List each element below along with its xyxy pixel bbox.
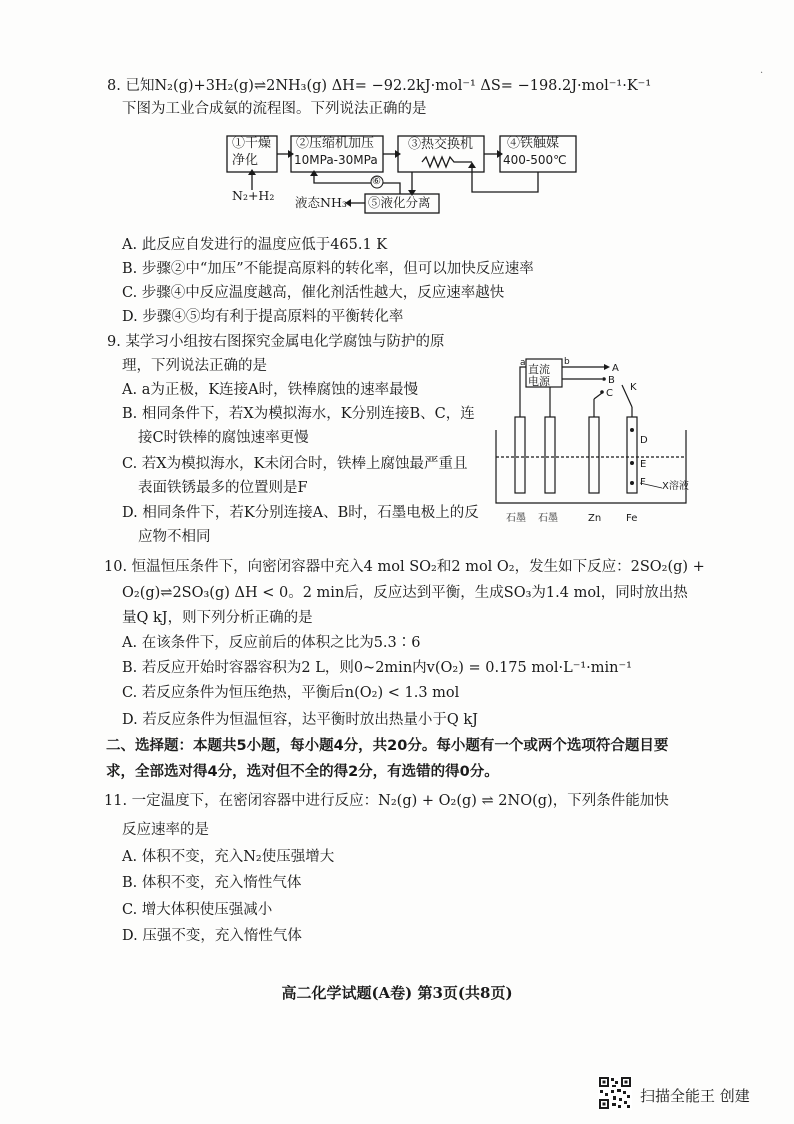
q10-option-a: A. 在该条件下，反应前后的体积之比为5.3∶6 xyxy=(122,635,421,651)
q10-stem-3: 量Q kJ，则下列分析正确的是 xyxy=(122,610,313,626)
q11-stem-2: 反应速率的是 xyxy=(122,822,209,838)
switch-point-b-label: B xyxy=(608,375,615,386)
flow-step-1-line1: ①干燥 xyxy=(232,136,272,151)
electrode-label-2: 石墨 xyxy=(538,513,558,524)
q11-option-b: B. 体积不变，充入惰性气体 xyxy=(122,875,302,891)
q9-option-c-cont: 表面铁锈最多的位置则是F xyxy=(138,480,308,496)
q9-option-d: D. 相同条件下，若K分别连接A、B时，石墨电极上的反 xyxy=(122,505,479,521)
q9-option-b: B. 相同条件下，若X为模拟海水，K分别连接B、C，连 xyxy=(122,406,475,422)
q8-option-c: C. 步骤④中反应温度越高，催化剂活性越大，反应速率越快 xyxy=(122,285,505,301)
q10-stem-2: O₂(g)⇌2SO₃(g) ΔH < 0。2 min后，反应达到平衡，生成SO₃为1.4 mol，同时放出热 xyxy=(122,585,688,601)
position-d-label: D xyxy=(640,435,648,446)
flow-output: 液态NH₃ xyxy=(295,195,347,210)
flow-step-6: ⑥ xyxy=(372,176,381,187)
section-2-heading-line1: 二、选择题：本题共5小题，每小题4分，共20分。每小题有一个或两个选项符合题目要 xyxy=(106,738,669,754)
q9-stem: 9. 某学习小组按右图探究金属电化学腐蚀与防护的原 xyxy=(107,334,445,350)
flow-step-2-line2: 10MPa-30MPa xyxy=(294,153,378,167)
q8-stem-2: 下图为工业合成氨的流程图。下列说法正确的是 xyxy=(122,101,427,117)
q8-option-b: B. 步骤②中“加压”不能提高原料的转化率，但可以加快反应速率 xyxy=(122,261,534,277)
scanner-label: 扫描全能王 创建 xyxy=(640,1087,750,1105)
q11-option-d: D. 压强不变，充入惰性气体 xyxy=(122,928,302,944)
scanner-watermark xyxy=(598,1076,773,1114)
q10-option-b: B. 若反应开始时容器容积为2 L，则0~2min内v(O₂) = 0.175 mol·L⁻¹·min⁻¹ xyxy=(122,660,632,676)
power-label-2: 电源 xyxy=(528,375,550,388)
q10-option-c: C. 若反应条件为恒压绝热，平衡后n(O₂) < 1.3 mol xyxy=(122,685,460,701)
flow-input: N₂+H₂ xyxy=(232,188,275,203)
qr-code-icon xyxy=(598,1076,632,1110)
flow-step-4-line2: 400-500℃ xyxy=(503,153,567,167)
q8-option-d: D. 步骤④⑤均有利于提高原料的平衡转化率 xyxy=(122,309,404,325)
terminal-a-label: a xyxy=(520,358,526,368)
flow-step-4-line1: ④铁触媒 xyxy=(507,136,560,151)
q10-option-d: D. 若反应条件为恒温恒容，达平衡时放出热量小于Q kJ xyxy=(122,712,478,728)
q9-option-a: A. a为正极，K连接A时，铁棒腐蚀的速率最慢 xyxy=(122,382,419,398)
q9-option-c: C. 若X为模拟海水，K未闭合时，铁棒上腐蚀最严重且 xyxy=(122,456,468,472)
q8-option-a: A. 此反应自发进行的温度应低于465.1 K xyxy=(122,237,388,253)
terminal-b-label: b xyxy=(564,357,570,367)
section-2-heading-line2: 求，全部选对得4分，选对但不全的得2分，有选错的得0分。 xyxy=(106,764,499,780)
switch-k-label: K xyxy=(630,382,637,393)
q9-option-d-cont: 应物不相同 xyxy=(138,529,211,545)
electrode-label-1: 石墨 xyxy=(506,513,526,524)
q11-option-c: C. 增大体积使压强减小 xyxy=(122,902,273,918)
page-footer: 高二化学试题(A卷) 第3页(共8页) xyxy=(281,984,513,1002)
switch-point-c-label: C xyxy=(606,388,613,399)
q9-electrochem-diagram xyxy=(490,355,710,530)
flow-step-1-line2: 净化 xyxy=(232,153,259,168)
solution-label: X溶液 xyxy=(662,481,689,492)
electrode-label-3: Zn xyxy=(588,513,602,524)
q10-stem: 10. 恒温恒压条件下，向密闭容器中充入4 mol SO₂和2 mol O₂，发生如下反应：2SO₂(g) + xyxy=(104,559,705,575)
corner-mark: · xyxy=(760,68,764,79)
q8-stem: 8. 已知N₂(g)+3H₂(g)⇌2NH₃(g) ΔH= −92.2kJ·mol⁻¹ ΔS= −198.2J·mol⁻¹·K⁻¹ xyxy=(107,78,652,94)
q9-option-b-cont: 接C时铁棒的腐蚀速率更慢 xyxy=(138,430,309,446)
q11-option-a: A. 体积不变，充入N₂使压强增大 xyxy=(122,849,335,865)
flow-step-2-line1: ②压缩机加压 xyxy=(296,136,375,151)
q11-stem: 11. 一定温度下，在密闭容器中进行反应：N₂(g) + O₂(g) ⇌ 2NO(g)，下列条件能加快 xyxy=(104,793,669,809)
flow-step-3: ③热交换机 xyxy=(408,137,474,152)
electrode-label-4: Fe xyxy=(626,513,638,524)
switch-point-a-label: A xyxy=(612,363,619,374)
position-e-label: E xyxy=(640,459,647,470)
q9-stem-2: 理，下列说法正确的是 xyxy=(122,358,267,374)
power-label-1: 直流 xyxy=(528,363,550,376)
flow-step-5: ⑤液化分离 xyxy=(368,195,431,210)
position-f-label: F xyxy=(640,477,646,488)
